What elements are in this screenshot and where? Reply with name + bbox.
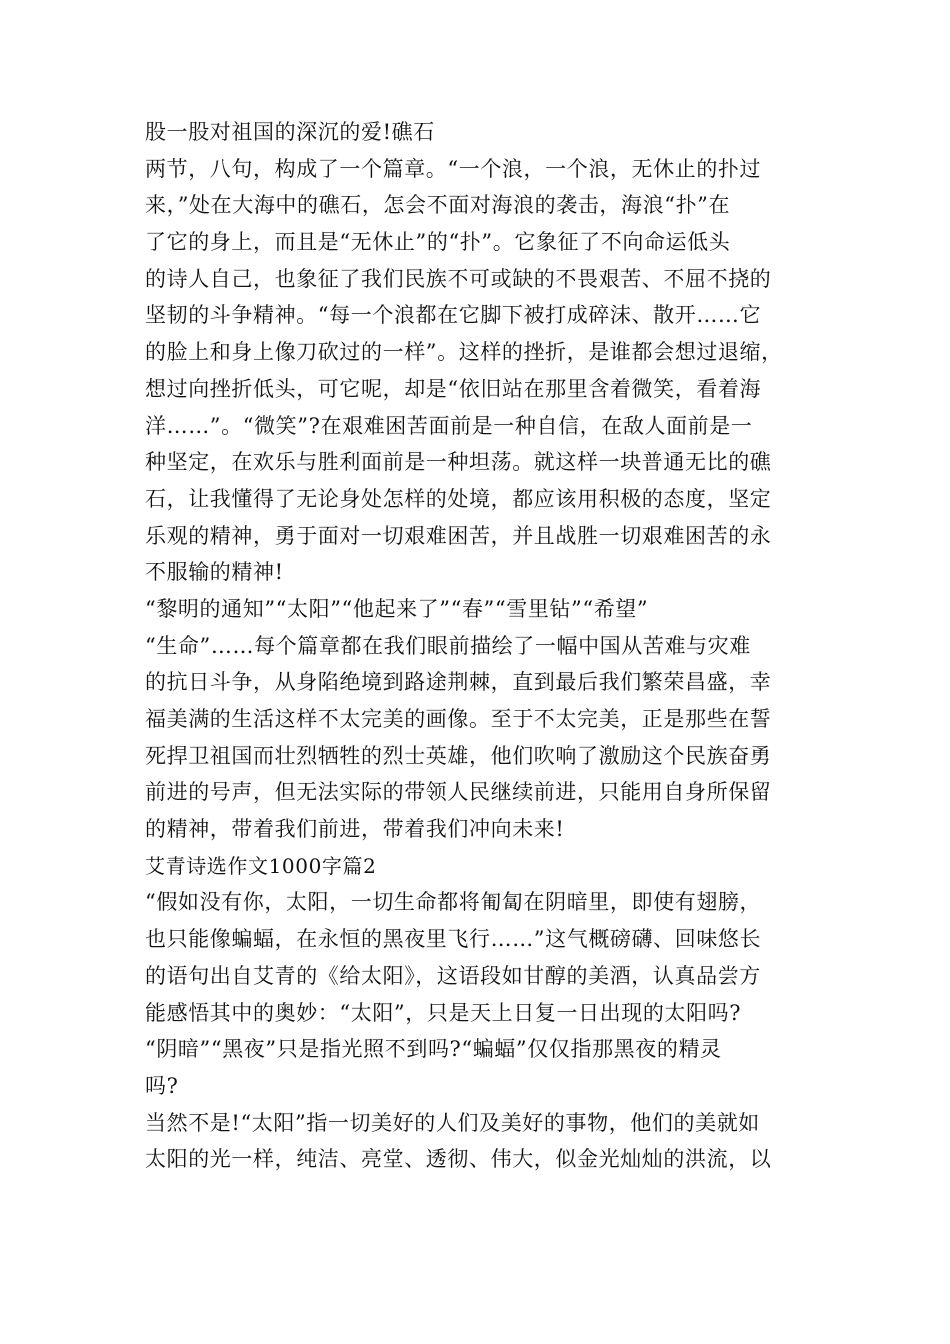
text-line: 乐观的精神，勇于面对一切艰难困苦，并且战胜一切艰难困苦的永 <box>145 523 772 548</box>
text-line: 想过向挫折低头，可它呢，却是“依旧站在那里含着微笑，看着海 <box>145 376 762 401</box>
text-line: 坚韧的斗争精神。“每一个浪都在它脚下被打成碎沫、散开……它 <box>145 303 762 328</box>
text-line: 死捍卫祖国而壮烈牺牲的烈士英雄，他们吹响了激励这个民族奋勇 <box>145 743 772 768</box>
text-line: 种坚定，在欢乐与胜利面前是一种坦荡。就这样一块普通无比的礁 <box>145 450 772 475</box>
text-line: “假如没有你，太阳，一切生命都将匍匐在阴暗里，即使有翅膀， <box>145 890 762 915</box>
text-line: 前进的号声，但无法实际的带领人民继续前进，只能用自身所保留 <box>145 780 772 805</box>
text-line: 两节，八句，构成了一个篇章。“一个浪，一个浪，无休止的扑过 <box>145 156 762 181</box>
text-line: 的语句出自艾青的《给太阳》，这语段如甘醇的美酒，认真品尝方 <box>145 963 761 988</box>
section-heading: 艾青诗选作文1000字篇2 <box>145 853 377 878</box>
text-line: 当然不是!“太阳”指一切美好的人们及美好的事物，他们的美就如 <box>145 1110 760 1135</box>
text-line: 吗? <box>145 1073 179 1098</box>
text-line: 的脸上和身上像刀砍过的一样”。这样的挫折，是谁都会想过退缩， <box>145 340 783 365</box>
text-line: 的诗人自己，也象征了我们民族不可或缺的不畏艰苦、不屈不挠的 <box>145 266 772 291</box>
text-line: 的精神，带着我们前进，带着我们冲向未来! <box>145 817 565 842</box>
text-line: 股一股对祖国的深沉的爱!礁石 <box>145 120 435 144</box>
text-line: 能感悟其中的奥妙：“太阳”，只是天上日复一日出现的太阳吗? <box>145 1000 742 1025</box>
text-line: “黎明的通知”“太阳”“他起来了”“春”“雪里钻”“希望” <box>145 596 649 621</box>
text-line: 不服输的精神! <box>145 560 284 585</box>
text-line: 来，”处在大海中的礁石，怎会不面对海浪的袭击，海浪“扑”在 <box>145 193 731 218</box>
text-line: 石，让我懂得了无论身处怎样的处境，都应该用积极的态度，坚定 <box>145 486 772 511</box>
text-line: 了它的身上，而且是“无休止”的“扑”。它象征了不向命运低头 <box>145 230 731 255</box>
text-line: 洋……”。“微笑”?在艰难困苦面前是一种自信，在敌人面前是一 <box>145 413 753 438</box>
text-line: 太阳的光一样，纯洁、亮堂、透彻、伟大，似金光灿灿的洪流，以 <box>145 1147 772 1172</box>
text-line: 福美满的生活这样不太完美的画像。至于不太完美，正是那些在誓 <box>145 707 772 731</box>
text-line: 的抗日斗争，从身陷绝境到路途荆棘，直到最后我们繁荣昌盛，幸 <box>145 670 772 695</box>
text-line: “阴暗”“黑夜”只是指光照不到吗?“蝙蝠”仅仅指那黑夜的精灵 <box>145 1037 722 1062</box>
text-line: “生命”……每个篇章都在我们眼前描绘了一幅中国从苦难与灾难 <box>145 633 751 658</box>
text-line: 也只能像蝙蝠，在永恒的黑夜里飞行……”这气概磅礴、回味悠长 <box>145 927 762 952</box>
document-body-text <box>145 114 825 1178</box>
